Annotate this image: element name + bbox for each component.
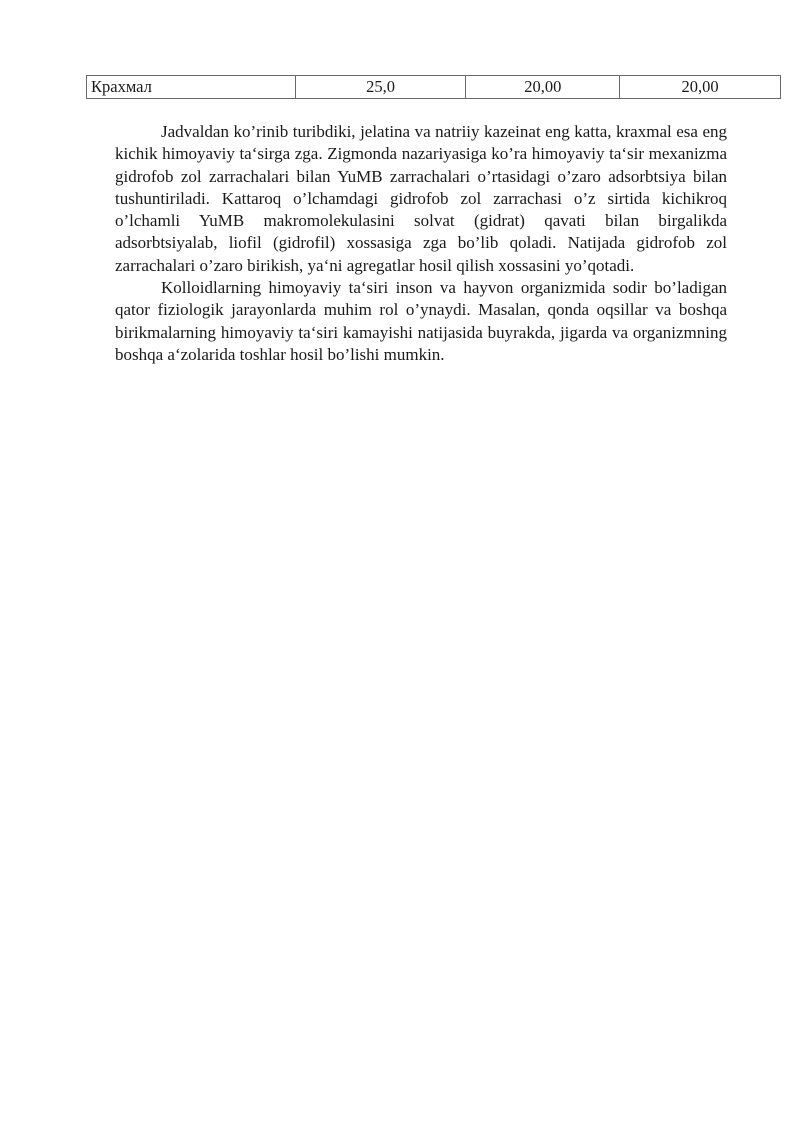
- table-cell-name: Крахмал: [87, 76, 296, 99]
- table-cell-value-2: 20,00: [466, 76, 620, 99]
- table-cell-value-1: 25,0: [295, 76, 466, 99]
- body-text: [115, 121, 727, 366]
- paragraph: Jadvaldan ko’rinib turibdiki, jelatina va natriiy kazeinat eng katta, kraxmal esa eng kichik himoyaviy ta‘sirga zga. Zigmonda nazariyasiga ko’ra himoyaviy ta‘sir mexanizma gidrofob zol zarrachalari bilan YuMB zarrachalari o’rtasidagi o’zaro adsorbtsiya bilan tushuntiriladi. Kattaroq o’lchamdagi gidrofob zol zarrachasi o’z sirtida kichikroq o’lchamli YuMB makromolekulasini solvat (gidrat) qavati bilan birgalikda adsorbtsiyalab, liofil (gidrofil) xossasiga zga bo’lib qoladi. Natijada gidrofob zol zarrachalari o’zaro birikish, ya‘ni agregatlar hosil qilish xossasini yo’qotadi.: [115, 122, 727, 275]
- paragraph: Kolloidlarning himoyaviy ta‘siri inson va hayvon organizmida sodir bo’ladigan qator fiziologik jarayonlarda muhim rol o’ynaydi. Masalan, qonda oqsillar va boshqa birikmalarning himoyaviy ta‘siri kamayishi natijasida buyrakda, jigarda va organizmning boshqa a‘zolarida toshlar hosil bo’lishi mumkin.: [115, 278, 727, 364]
- table-row: [87, 76, 781, 99]
- table-cell-value-3: 20,00: [620, 76, 781, 99]
- data-table: [86, 75, 781, 99]
